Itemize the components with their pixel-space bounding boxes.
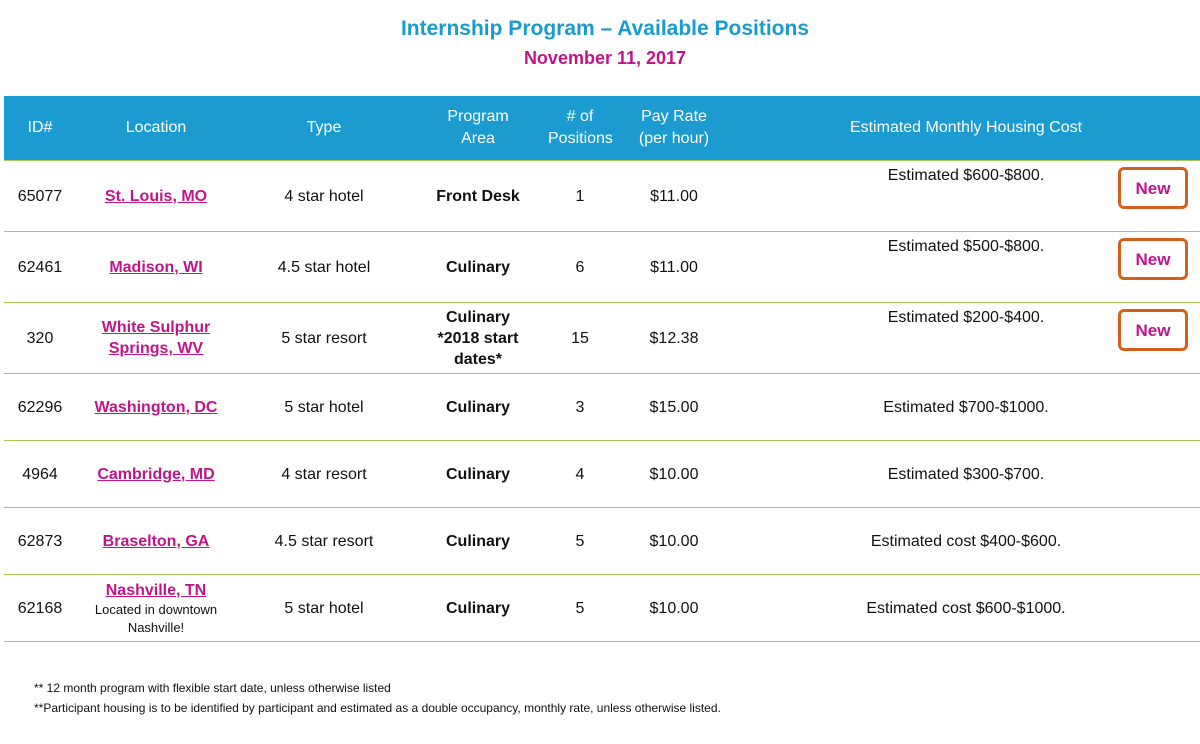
cell-housing: Estimated $700-$1000.	[732, 374, 1200, 441]
location-link[interactable]: Washington, DC	[94, 398, 218, 416]
column-header-positions-line1: # of	[566, 108, 594, 125]
column-header-id: ID#	[4, 96, 76, 161]
housing-cost-text: Estimated $500-$800.	[887, 238, 1045, 255]
cell-type: 5 star hotel	[236, 575, 412, 642]
cell-type: 4 star resort	[236, 441, 412, 508]
new-badge: New	[1118, 167, 1188, 209]
new-badge: New	[1118, 309, 1188, 351]
cell-type: 5 star resort	[236, 303, 412, 374]
cell-location	[76, 374, 236, 441]
location-link[interactable]: Braselton, GA	[102, 532, 210, 550]
new-badge: New	[1118, 238, 1188, 280]
cell-positions: 1	[544, 161, 616, 232]
housing-cost-text: Estimated $600-$800.	[887, 167, 1045, 184]
program-area-text: Culinary	[445, 308, 510, 326]
cell-pay-rate: $15.00	[616, 374, 732, 441]
cell-program-area: Front Desk	[412, 161, 544, 232]
cell-pay-rate: $10.00	[616, 508, 732, 575]
column-header-program-area	[412, 96, 544, 161]
cell-pay-rate: $10.00	[616, 575, 732, 642]
page-date: November 11, 2017	[523, 48, 687, 68]
cell-housing: Estimated $300-$700.	[732, 441, 1200, 508]
cell-housing: Estimated cost $600-$1000.	[732, 575, 1200, 642]
footnote-program-length: ** 12 month program with flexible start date, unless otherwise listed	[34, 681, 391, 695]
column-header-location: Location	[76, 96, 236, 161]
cell-location	[76, 508, 236, 575]
cell-program-area: Culinary	[412, 441, 544, 508]
table-row	[4, 303, 1200, 374]
cell-id: 62296	[4, 374, 76, 441]
cell-type: 5 star hotel	[236, 374, 412, 441]
cell-id: 62461	[4, 232, 76, 303]
table-row	[4, 575, 1200, 642]
location-link[interactable]: St. Louis, MO	[104, 187, 208, 205]
location-link[interactable]: Nashville, TN	[105, 581, 207, 599]
cell-pay-rate: $10.00	[616, 441, 732, 508]
cell-pay-rate: $11.00	[616, 232, 732, 303]
location-link[interactable]: White Sulphur Springs, WV	[101, 319, 211, 357]
column-header-program-area-line2: Area	[461, 130, 495, 147]
footnotes	[34, 678, 721, 718]
cell-program-area: Culinary	[412, 374, 544, 441]
cell-type: 4 star hotel	[236, 161, 412, 232]
cell-id: 320	[4, 303, 76, 374]
table-row	[4, 508, 1200, 575]
table-row	[4, 441, 1200, 508]
cell-program-area: Culinary	[412, 508, 544, 575]
cell-positions: 5	[544, 508, 616, 575]
column-header-positions	[544, 96, 616, 161]
cell-location	[76, 441, 236, 508]
cell-housing: Estimated cost $400-$600.	[732, 508, 1200, 575]
cell-location	[76, 303, 236, 374]
table-row	[4, 374, 1200, 441]
cell-housing	[732, 303, 1200, 374]
cell-program-area: Culinary	[412, 232, 544, 303]
cell-positions: 4	[544, 441, 616, 508]
table-header-row	[4, 96, 1200, 161]
cell-location	[76, 575, 236, 642]
cell-location	[76, 161, 236, 232]
cell-positions: 3	[544, 374, 616, 441]
cell-positions: 15	[544, 303, 616, 374]
cell-type: 4.5 star hotel	[236, 232, 412, 303]
cell-housing	[732, 161, 1200, 232]
cell-pay-rate: $11.00	[616, 161, 732, 232]
cell-program-area	[412, 303, 544, 374]
table-row	[4, 161, 1200, 232]
cell-program-area: Culinary	[412, 575, 544, 642]
column-header-type: Type	[236, 96, 412, 161]
column-header-pay-line2: (per hour)	[638, 130, 710, 147]
cell-id: 62168	[4, 575, 76, 642]
positions-table	[4, 96, 1200, 642]
column-header-pay-rate	[616, 96, 732, 161]
page-title: Internship Program – Available Positions	[400, 17, 810, 40]
location-link[interactable]: Cambridge, MD	[97, 465, 215, 483]
cell-positions: 6	[544, 232, 616, 303]
column-header-positions-line2: Positions	[548, 130, 613, 147]
cell-id: 65077	[4, 161, 76, 232]
cell-housing	[732, 232, 1200, 303]
column-header-housing: Estimated Monthly Housing Cost	[732, 96, 1200, 161]
footnote-housing: **Participant housing is to be identified by participant and estimated as a double occupancy, monthly rate, unless otherwise listed.	[34, 701, 721, 715]
location-link[interactable]: Madison, WI	[109, 258, 203, 276]
column-header-program-area-line1: Program	[447, 108, 509, 125]
cell-location	[76, 232, 236, 303]
location-note: Located in downtown Nashville!	[94, 601, 218, 635]
cell-pay-rate: $12.38	[616, 303, 732, 374]
program-area-note: *2018 start dates*	[437, 329, 519, 368]
column-header-pay-line1: Pay Rate	[641, 108, 707, 125]
cell-id: 4964	[4, 441, 76, 508]
cell-id: 62873	[4, 508, 76, 575]
housing-cost-text: Estimated $200-$400.	[887, 309, 1045, 326]
table-row	[4, 232, 1200, 303]
cell-type: 4.5 star resort	[236, 508, 412, 575]
cell-positions: 5	[544, 575, 616, 642]
